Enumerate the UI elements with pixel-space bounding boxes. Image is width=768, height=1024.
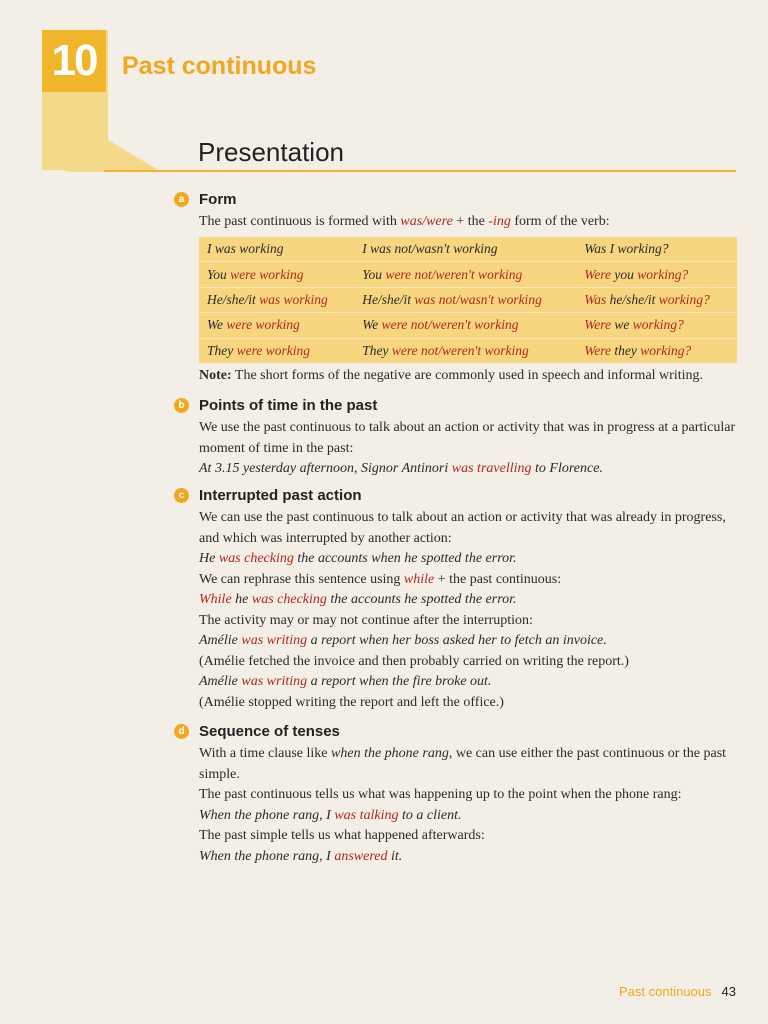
- table-cell: [354, 262, 576, 287]
- section-badge-d: d: [174, 724, 189, 739]
- table-cell: [576, 338, 737, 363]
- text-run: While: [199, 592, 232, 607]
- text-run: was talking: [334, 807, 399, 823]
- text-run: I was not/wasn't working: [362, 241, 498, 257]
- text-run: We can rephrase this sentence using: [199, 571, 404, 587]
- table-row: [199, 338, 737, 363]
- text-run: he: [231, 592, 252, 607]
- text-run: while: [403, 571, 435, 587]
- note-label: Note:: [199, 368, 232, 383]
- text-run: Were: [584, 266, 612, 282]
- text-run: you: [611, 266, 638, 282]
- table-row: [199, 313, 737, 338]
- text-run: was writing: [241, 633, 308, 648]
- section-badge-c: c: [174, 488, 189, 503]
- text-run: was checking: [218, 551, 294, 566]
- text-line: [199, 508, 739, 549]
- chapter-tab-curve: [42, 140, 162, 172]
- text-line: [199, 693, 739, 714]
- text-run: He/she/it: [207, 291, 260, 307]
- points-heading-text: Points of time in the past: [199, 397, 378, 414]
- text-run: Was: [584, 291, 607, 307]
- text-run: they: [611, 342, 641, 358]
- text-run: the accounts he spotted the error.: [326, 592, 517, 607]
- text-run: (Amélie stopped writing the report and left the office.): [199, 694, 504, 710]
- text-run: He/she/it: [362, 291, 415, 307]
- text-line: [199, 549, 739, 570]
- text-line: [199, 806, 739, 827]
- text-line: [199, 826, 739, 847]
- page-number: 43: [721, 984, 736, 999]
- text-run: The past continuous tells us what was happening up to the point when the phone rang:: [199, 787, 682, 802]
- text-run: We can use the past continuous to talk about an action or activity that was already in progress, and which was interrupted by another action:: [199, 510, 726, 546]
- text-line: [199, 785, 739, 806]
- text-line: [199, 652, 739, 673]
- text-run: answered: [334, 848, 388, 864]
- text-run: The past continuous is formed with: [199, 214, 401, 229]
- text-line: [199, 631, 739, 652]
- note-text: The short forms of the negative are commonly used in speech and informal writing.: [231, 368, 703, 383]
- section-badge-a: a: [174, 192, 189, 207]
- text-line: [199, 672, 739, 693]
- text-run: form of the verb:: [510, 214, 610, 229]
- text-run: , we can use either the past continuous or the past simple.: [199, 746, 727, 782]
- text-run: were not/weren't working: [385, 266, 523, 282]
- chapter-title: Past continuous: [122, 52, 317, 80]
- text-run: working?: [640, 342, 692, 358]
- text-run: + the past continuous:: [434, 571, 562, 587]
- text-run: Amélie: [199, 633, 242, 648]
- table-cell: [576, 262, 737, 287]
- sequence-heading: [174, 723, 340, 740]
- text-run: We use the past continuous to talk about an action or activity that was in progress at a particular moment of time in the past:: [199, 420, 736, 456]
- table-row: [199, 287, 737, 312]
- text-run: to Florence.: [531, 461, 603, 476]
- form-heading-text: Form: [199, 191, 237, 208]
- points-body: [199, 418, 739, 480]
- text-run: was/were: [400, 214, 453, 229]
- points-heading: [174, 397, 377, 414]
- text-run: we: [611, 317, 633, 333]
- text-line: [199, 459, 739, 480]
- text-run: Amélie: [199, 674, 242, 689]
- text-run: When the phone rang, I: [199, 848, 335, 864]
- text-run: He: [199, 551, 219, 566]
- text-run: a report when her boss asked her to fetch an invoice.: [307, 633, 607, 648]
- text-run: They: [362, 342, 392, 358]
- text-run: working?: [658, 291, 710, 307]
- text-run: were working: [226, 317, 300, 333]
- table-cell: [199, 262, 354, 287]
- text-run: he/she/it: [606, 291, 659, 307]
- text-line: [199, 590, 739, 611]
- interrupted-body: [199, 508, 739, 713]
- header-rule: [104, 170, 736, 172]
- text-run: were working: [230, 266, 304, 282]
- interrupted-heading-text: Interrupted past action: [199, 487, 362, 504]
- text-run: when the phone rang: [331, 746, 449, 761]
- chapter-number: 10: [42, 30, 106, 92]
- text-run: We: [362, 317, 382, 333]
- page-footer: [619, 984, 736, 999]
- text-line: [199, 744, 739, 785]
- text-run: The past simple tells us what happened afterwards:: [199, 828, 485, 843]
- footer-label: Past continuous: [619, 984, 712, 999]
- text-run: to a client.: [398, 807, 462, 823]
- table-cell: [199, 313, 354, 338]
- form-note: [199, 366, 739, 387]
- table-cell: [354, 287, 576, 312]
- section-title: Presentation: [198, 137, 344, 167]
- table-cell: [576, 237, 737, 262]
- text-run: was writing: [241, 674, 308, 689]
- text-run: was not/wasn't working: [414, 291, 542, 307]
- text-run: working?: [637, 266, 689, 282]
- table-cell: [354, 338, 576, 363]
- text-run: + the: [452, 214, 489, 229]
- table-cell: [354, 313, 576, 338]
- text-run: Were: [584, 317, 612, 333]
- text-run: When the phone rang, I: [199, 807, 335, 823]
- text-run: We: [207, 317, 227, 333]
- table-cell: [199, 287, 354, 312]
- text-run: With a time clause like: [199, 746, 332, 761]
- text-run: You: [207, 266, 231, 282]
- sequence-heading-text: Sequence of tenses: [199, 723, 340, 740]
- text-line: [199, 570, 739, 591]
- table-row: [199, 262, 737, 287]
- text-run: At 3.15 yesterday afternoon, Signor Antinori: [199, 461, 452, 476]
- text-line: [199, 418, 739, 459]
- text-run: -ing: [488, 214, 511, 229]
- text-run: (Amélie fetched the invoice and then probably carried on writing the report.): [199, 653, 629, 669]
- text-run: Was I working?: [584, 241, 669, 257]
- table-cell: [199, 338, 354, 363]
- section-badge-b: b: [174, 398, 189, 413]
- text-line: [199, 847, 739, 868]
- sequence-body: [199, 744, 739, 867]
- text-run: I was working: [207, 241, 284, 257]
- text-run: were working: [236, 342, 310, 358]
- text-line: [199, 611, 739, 632]
- form-intro: [199, 212, 739, 233]
- text-run: working?: [632, 317, 684, 333]
- text-run: Were: [584, 342, 612, 358]
- form-heading: [174, 191, 237, 208]
- table-cell: [199, 237, 354, 262]
- conjugation-table: [199, 237, 737, 363]
- text-run: were not/weren't working: [381, 317, 519, 333]
- table-cell: [576, 287, 737, 312]
- table-cell: [354, 237, 576, 262]
- table-cell: [576, 313, 737, 338]
- text-run: it.: [387, 848, 403, 864]
- text-run: The activity may or may not continue after the interruption:: [199, 612, 533, 628]
- text-run: was checking: [251, 592, 327, 607]
- interrupted-heading: [174, 487, 362, 504]
- text-run: the accounts when he spotted the error.: [293, 551, 517, 566]
- text-run: was travelling: [451, 461, 532, 476]
- text-run: was working: [259, 291, 328, 307]
- text-run: were not/weren't working: [391, 342, 529, 358]
- text-run: a report when the fire broke out.: [307, 674, 492, 689]
- text-run: You: [362, 266, 386, 282]
- text-run: They: [207, 342, 237, 358]
- table-row: [199, 237, 737, 262]
